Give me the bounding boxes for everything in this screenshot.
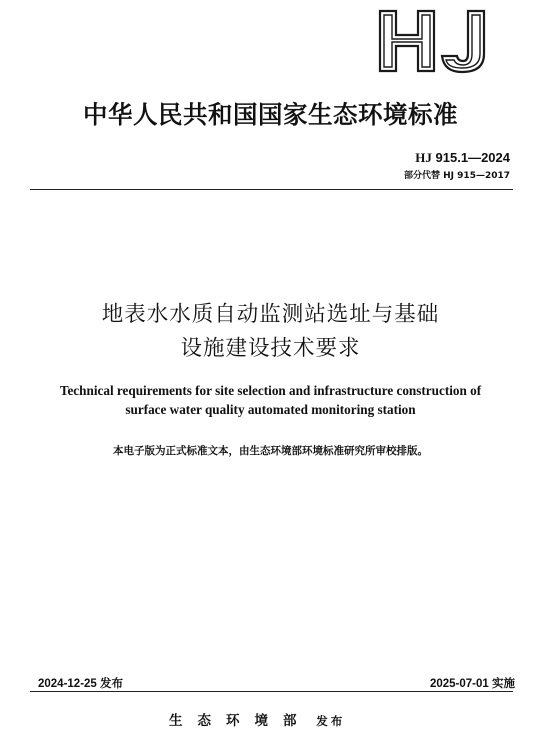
english-title-line-2: surface water quality automated monitoring station [125,402,416,417]
standard-number-value: 915.1—2024 [435,150,510,165]
implementation-date: 2025-07-01 实施 [429,678,515,690]
replaces-standard: 部分代替 HJ 915—2017 [404,171,510,181]
electronic-version-notice: 本电子版为正式标准文本，由生态环境部环境标准研究所审校排版。 [113,445,428,457]
chinese-title-line-1: 地表水水质自动监测站选址与基础 [101,302,440,327]
issue-date: 2024-12-25 发布 [38,678,124,690]
english-title-line-1: Technical requirements for site selection and infrastructure construction of [59,383,482,398]
footer-divider [30,691,513,692]
standard-code: HJ [415,150,432,165]
chinese-title-line-2: 设施建设技术要求 [180,336,361,361]
header-divider [30,189,513,190]
publisher-line [169,709,345,729]
hj-logo [376,8,492,74]
publisher-name: 生态环境部 [169,713,312,729]
publish-label: 发布 [316,714,346,728]
standard-number [415,150,510,166]
issuing-organization-title: 中华人民共和国国家生态环境标准 [83,100,458,129]
